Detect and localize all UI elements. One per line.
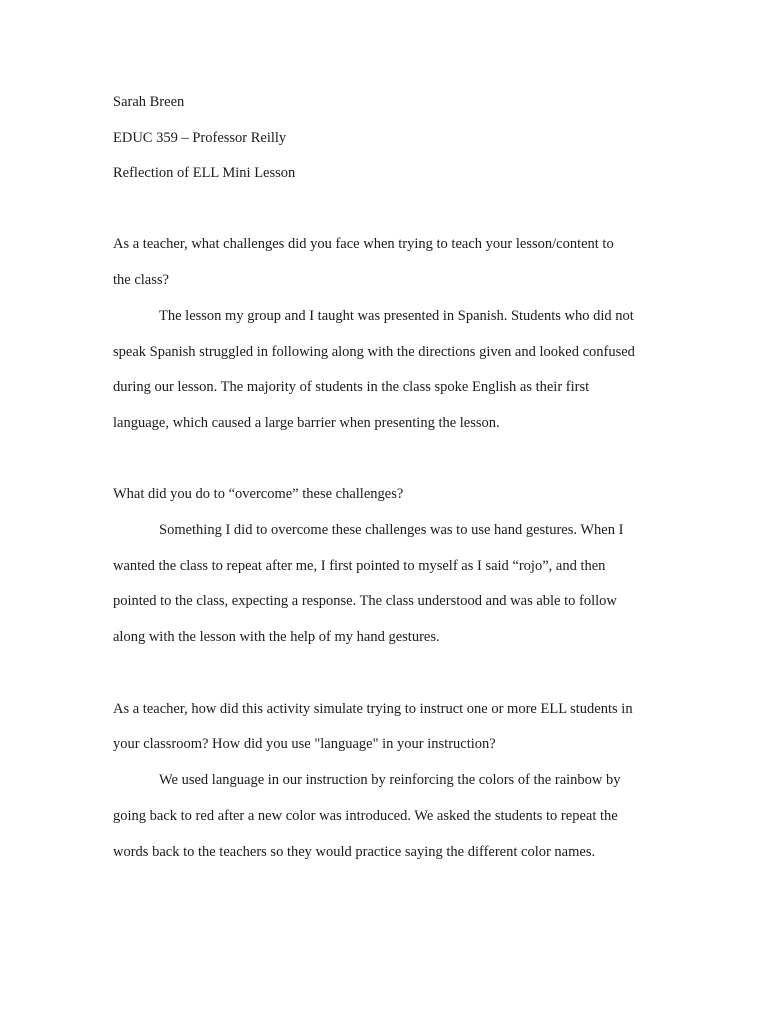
question-3-line-2: your classroom? How did you use "language" in your instruction? — [113, 736, 496, 752]
question-2-line-1: What did you do to “overcome” these challenges? — [113, 486, 404, 502]
answer-1-line-3: during our lesson. The majority of students in the class spoke English as their first — [113, 379, 590, 395]
answer-2-line-4: along with the lesson with the help of my hand gestures. — [113, 629, 440, 645]
course-line: EDUC 359 – Professor Reilly — [113, 130, 287, 146]
answer-2-line-1: Something I did to overcome these challenges was to use hand gestures. When I — [159, 522, 624, 538]
author-name: Sarah Breen — [113, 94, 185, 110]
question-1-line-1: As a teacher, what challenges did you face when trying to teach your lesson/content to — [113, 236, 614, 252]
answer-1-line-1: The lesson my group and I taught was presented in Spanish. Students who did not — [159, 308, 634, 324]
answer-1-line-2: speak Spanish struggled in following along with the directions given and looked confused — [113, 344, 635, 360]
answer-2-line-2: wanted the class to repeat after me, I first pointed to myself as I said “rojo”, and then — [113, 558, 606, 574]
question-3-line-1: As a teacher, how did this activity simulate trying to instruct one or more ELL students in — [113, 701, 633, 717]
question-1-line-2: the class? — [113, 272, 169, 288]
answer-3-line-2: going back to red after a new color was introduced. We asked the students to repeat the — [113, 808, 618, 824]
answer-3-line-3: words back to the teachers so they would practice saying the different color names. — [113, 844, 596, 860]
answer-3-line-1: We used language in our instruction by reinforcing the colors of the rainbow by — [159, 772, 621, 788]
answer-1-line-4: language, which caused a large barrier when presenting the lesson. — [113, 415, 500, 431]
document-title: Reflection of ELL Mini Lesson — [113, 165, 296, 181]
answer-2-line-3: pointed to the class, expecting a response. The class understood and was able to follow — [113, 593, 617, 609]
